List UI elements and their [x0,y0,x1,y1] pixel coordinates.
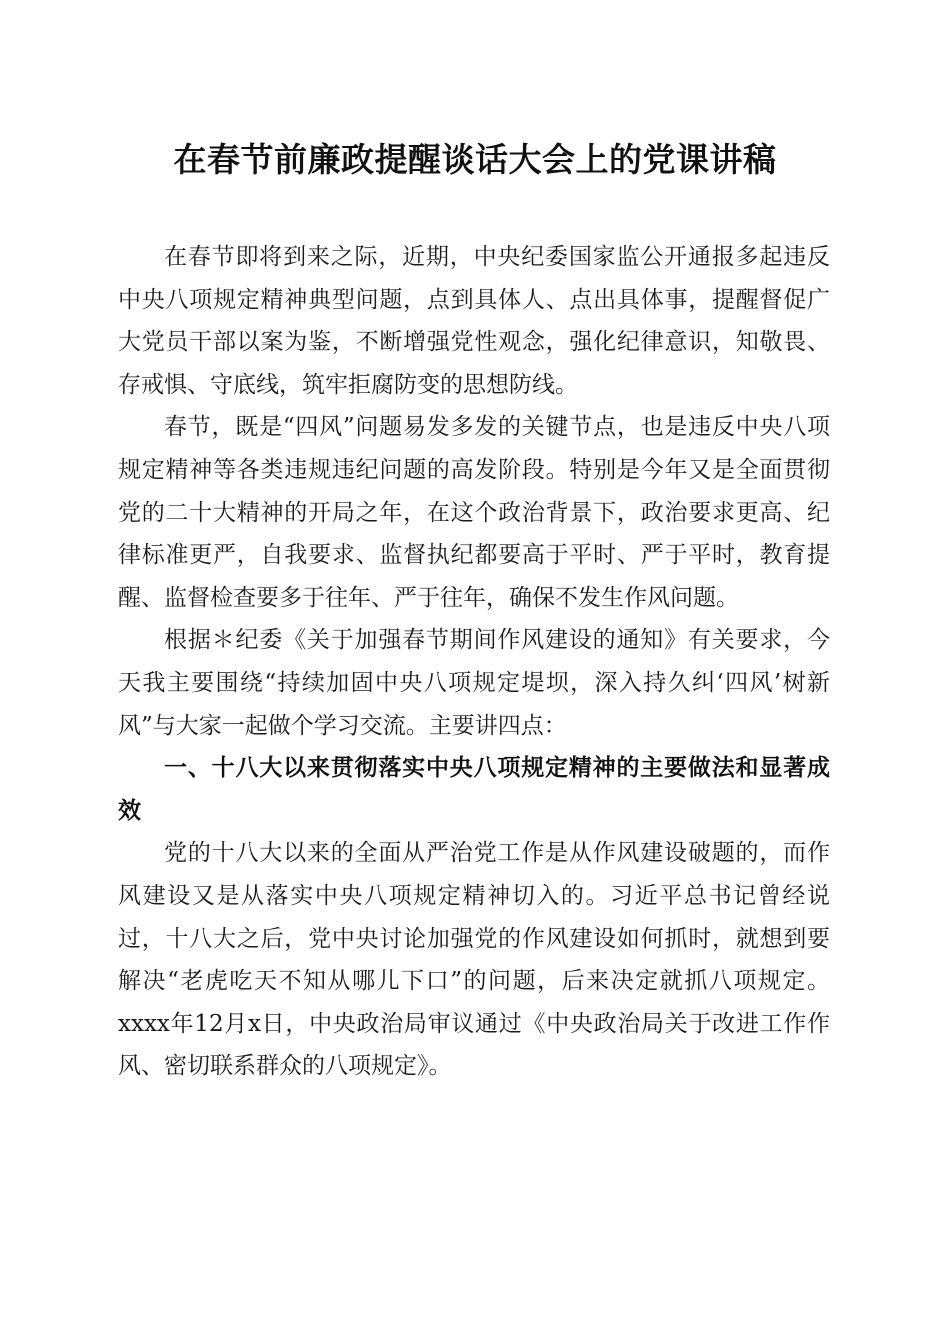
document-title: 在春节前廉政提醒谈话大会上的党课讲稿 [173,140,777,179]
paragraph-section-one: 党的十八大以来的全面从严治党工作是从作风建设破题的，而作风建设又是从落实中央八项规定精神切入的。习近平总书记曾经说过，十八大之后，党中央讨论加强党的作风建设如何抓时，就想到要解决“老虎吃天不知从哪儿下口”的问题，后来决定就抓八项规定。xxxx年12月x日，中央政治局审议通过《中央政治局关于改进工作作风、密切联系群众的八项规定》。 [118,840,830,1080]
paragraph-intro: 在春节即将到来之际，近期，中央纪委国家监公开通报多起违反中央八项规定精神典型问题，点到具体人、点出具体事，提醒督促广大党员干部以案为鉴，不断增强党性观念，强化纪律意识，知敬畏、存戒惧、守底线，筑牢拒腐防变的思想防线。 [118,244,830,398]
paragraph-requirements: 根据＊纪委《关于加强春节期间作风建设的通知》有关要求，今天我主要围绕“持续加固中央八项规定堤坝，深入持久纠‘四风’树新风”与大家一起做个学习交流。主要讲四点： [118,627,830,739]
paragraph-spring-festival: 春节，既是“四风”问题易发多发的关键节点，也是违反中央八项规定精神等各类违规违纪问题的高发阶段。特别是今年又是全面贯彻党的二十大精神的开局之年，在这个政治背景下，政治要求更高、纪律标准更严，自我要求、监督执纪都要高于平时、严于平时，教育提醒、监督检查要多于往年、严于往年，确保不发生作风问题。 [118,414,830,611]
section-heading: 一、十八大以来贯彻落实中央八项规定精神的主要做法和显著成效 [118,755,830,824]
document-body [118,236,830,1088]
